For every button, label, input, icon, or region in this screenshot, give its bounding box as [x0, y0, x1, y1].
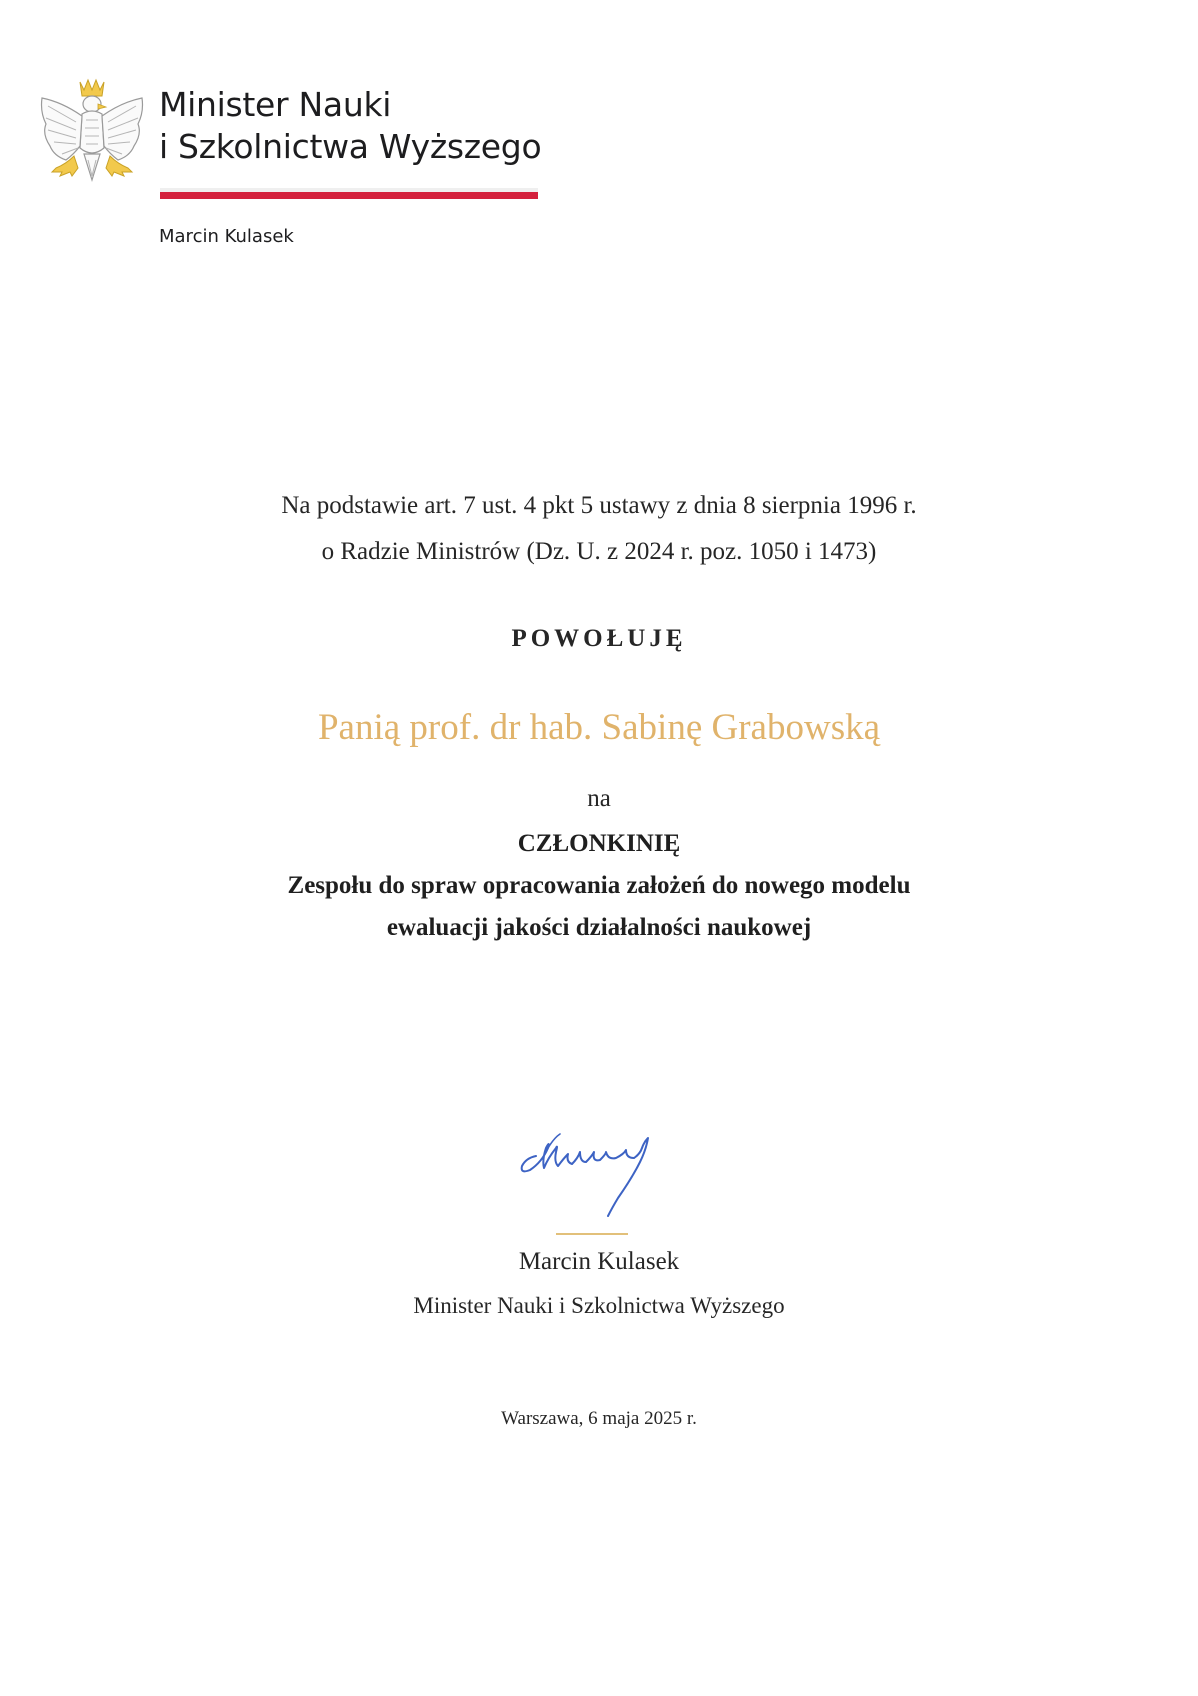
- flag-bar: [160, 188, 538, 199]
- header-minister-name: Marcin Kulasek: [159, 226, 294, 247]
- signer-name: Marcin Kulasek: [518, 1248, 680, 1275]
- team-line1: Zespołu do spraw opracowania założeń do nowego modelu: [287, 872, 911, 899]
- polish-eagle-icon: [36, 76, 148, 200]
- signature-line: [556, 1233, 628, 1235]
- flag-bar-red: [160, 192, 538, 199]
- place-and-date: Warszawa, 6 maja 2025 r.: [501, 1408, 697, 1429]
- ministry-name: [159, 84, 541, 168]
- letterhead: [36, 76, 556, 206]
- appointee-name: Panią prof. dr hab. Sabinę Grabowską: [317, 707, 881, 748]
- ministry-name-line1: Minister Nauki: [159, 85, 392, 124]
- legal-basis-line1: Na podstawie art. 7 ust. 4 pkt 5 ustawy z dnia 8 sierpnia 1996 r.: [281, 492, 917, 519]
- preposition-na: na: [587, 785, 611, 812]
- legal-basis: [0, 483, 1198, 575]
- handwritten-signature-icon: [508, 1118, 698, 1228]
- role-title: CZŁONKINIĘ: [517, 830, 681, 857]
- legal-basis-line2: o Radzie Ministrów (Dz. U. z 2024 r. poz. 1050 i 1473): [321, 538, 877, 565]
- ministry-name-line2: i Szkolnictwa Wyższego: [159, 127, 542, 166]
- appoint-heading: POWOŁUJĘ: [511, 625, 687, 652]
- team-line2: ewaluacji jakości działalności naukowej: [386, 914, 812, 941]
- role-block: [0, 823, 1198, 949]
- signer-title: Minister Nauki i Szkolnictwa Wyższego: [413, 1293, 785, 1318]
